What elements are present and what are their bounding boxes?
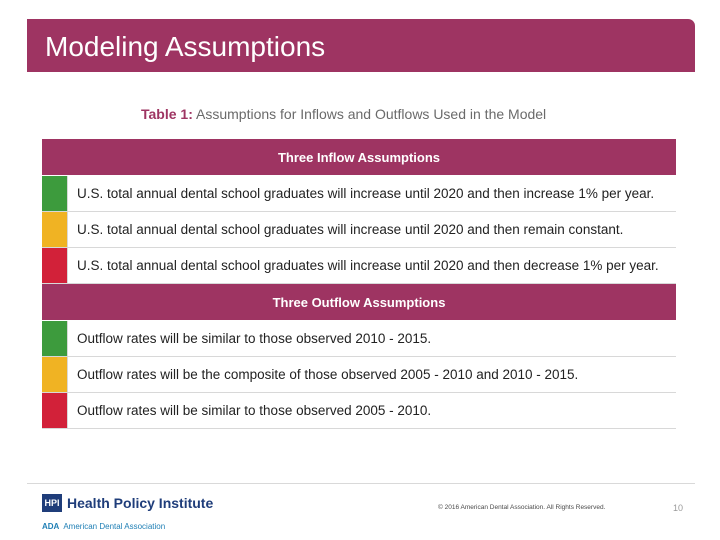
- green-swatch: [42, 321, 67, 356]
- table-row: [42, 321, 676, 357]
- caption-label: Table 1:: [141, 106, 193, 122]
- hpi-mark: HPI: [42, 494, 62, 512]
- yellow-swatch: [42, 357, 67, 392]
- row-text: Outflow rates will be similar to those observed 2005 - 2010.: [67, 393, 431, 428]
- inflow-header: Three Inflow Assumptions: [42, 139, 676, 176]
- title-bar: [27, 19, 695, 72]
- green-swatch: [42, 176, 67, 211]
- assumptions-table: [42, 139, 676, 429]
- table-row: [42, 176, 676, 212]
- yellow-swatch: [42, 212, 67, 247]
- row-text: Outflow rates will be the composite of those observed 2005 - 2010 and 2010 - 2015.: [67, 357, 578, 392]
- hpi-logo: [42, 494, 213, 512]
- copyright-text: © 2016 American Dental Association. All Rights Reserved.: [438, 504, 606, 511]
- table-row: [42, 357, 676, 393]
- table-caption: [141, 106, 546, 122]
- page-number: 10: [673, 503, 684, 513]
- caption-text: Assumptions for Inflows and Outflows Used in the Model: [196, 106, 547, 122]
- row-text: U.S. total annual dental school graduates will increase until 2020 and then decrease 1% per year.: [67, 248, 659, 283]
- ada-mark: ADA: [42, 522, 60, 531]
- footer-divider: [27, 483, 695, 484]
- red-swatch: [42, 248, 67, 283]
- table-row: [42, 393, 676, 429]
- row-text: U.S. total annual dental school graduates will increase until 2020 and then remain constant.: [67, 212, 623, 247]
- slide-title: Modeling Assumptions: [45, 31, 326, 62]
- row-text: U.S. total annual dental school graduates will increase until 2020 and then increase 1% per year.: [67, 176, 654, 211]
- outflow-header: Three Outflow Assumptions: [42, 284, 676, 321]
- ada-name: American Dental Association: [63, 522, 166, 531]
- hpi-name: Health Policy Institute: [67, 495, 214, 511]
- row-text: Outflow rates will be similar to those observed 2010 - 2015.: [67, 321, 431, 356]
- ada-logo: [42, 522, 165, 531]
- red-swatch: [42, 393, 67, 428]
- table-row: [42, 248, 676, 284]
- table-row: [42, 212, 676, 248]
